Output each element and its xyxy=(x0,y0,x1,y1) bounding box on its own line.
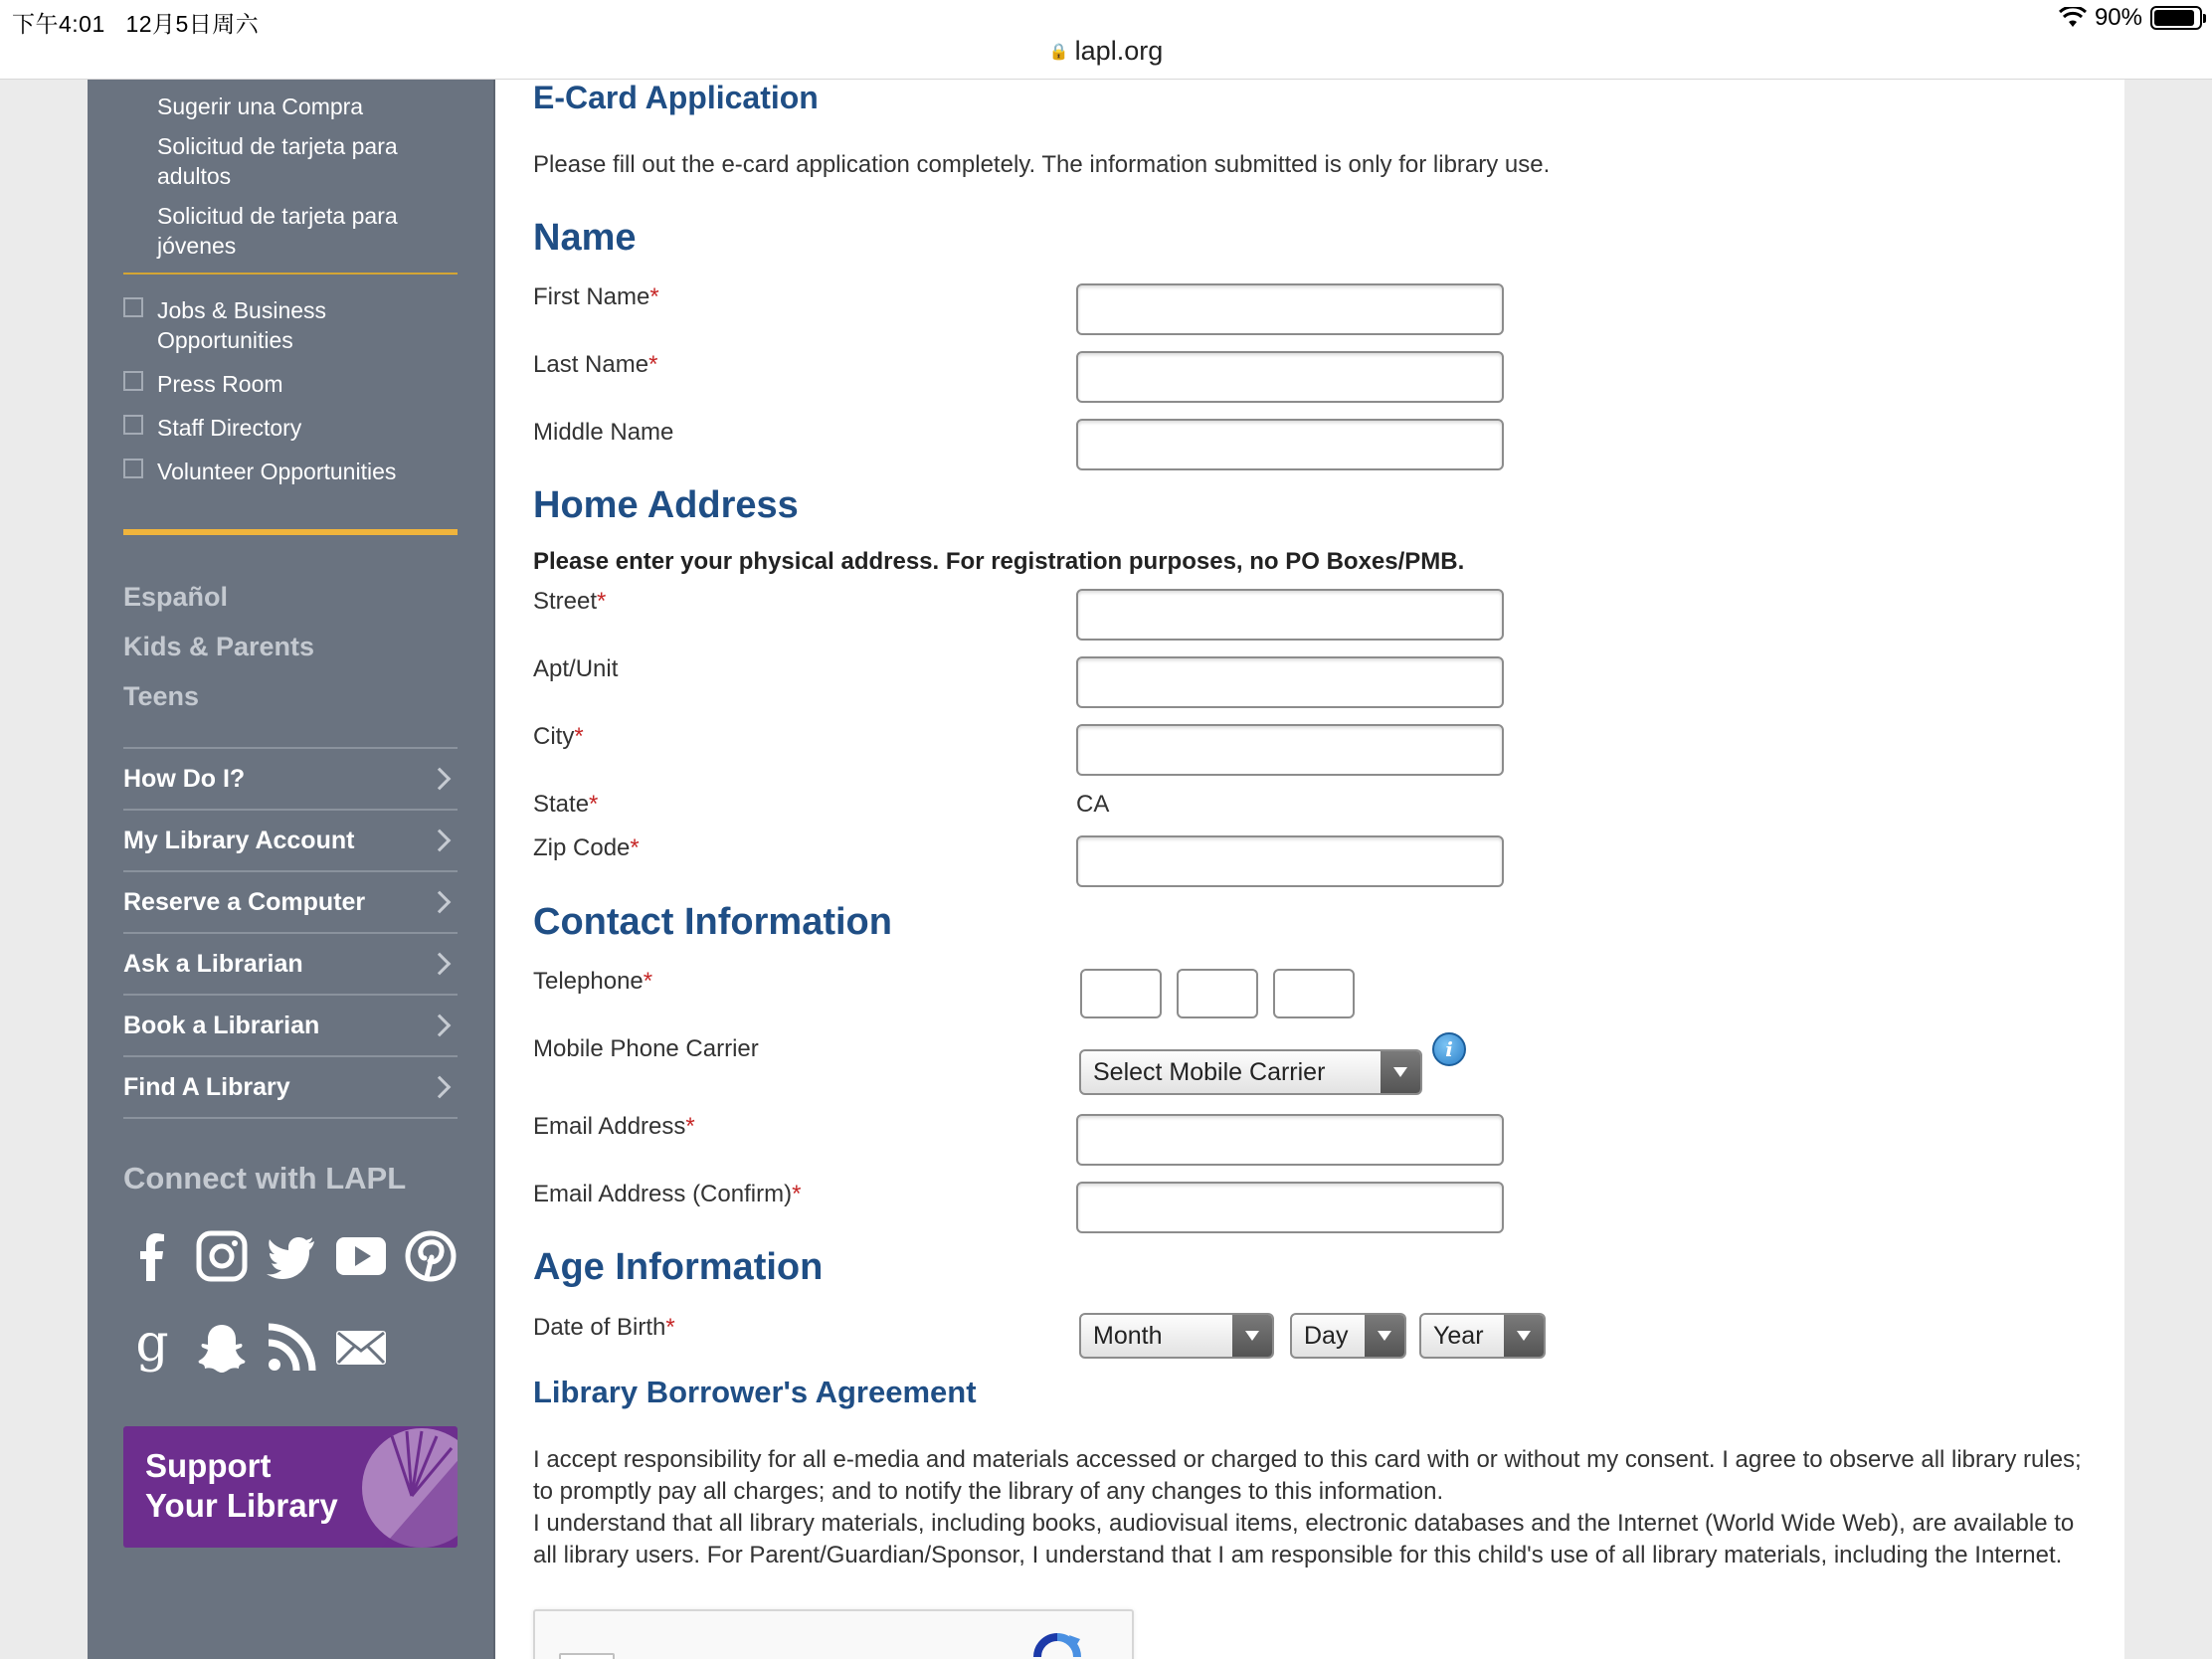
select-value: Month xyxy=(1093,1321,1163,1350)
label-text: Zip Code xyxy=(533,834,631,861)
captcha-checkbox[interactable] xyxy=(559,1653,615,1659)
chevron-right-icon xyxy=(429,768,452,791)
captcha-widget[interactable] xyxy=(533,1609,1134,1659)
label-text: Last Name xyxy=(533,351,649,378)
address-note: Please enter your physical address. For registration purposes, no PO Boxes/PMB. xyxy=(533,548,1465,575)
support-text xyxy=(145,1446,338,1526)
select-value: Select Mobile Carrier xyxy=(1093,1057,1326,1086)
chevron-right-icon xyxy=(429,891,452,914)
sidebar-nav-menu xyxy=(123,747,458,1119)
email-confirm-input[interactable] xyxy=(1076,1182,1504,1233)
required-marker: * xyxy=(589,791,599,818)
connect-heading: Connect with LAPL xyxy=(123,1161,407,1196)
label-email xyxy=(533,1113,695,1141)
chevron-right-icon xyxy=(429,1014,452,1037)
battery-fill xyxy=(2154,10,2194,26)
status-bar xyxy=(0,0,2212,80)
label-text: Date of Birth xyxy=(533,1314,666,1341)
social-row-1 xyxy=(123,1227,460,1285)
nav-reserve-computer[interactable] xyxy=(123,872,458,934)
sidebar-sub-link[interactable]: Sugerir una Compra xyxy=(157,93,364,119)
state-value: CA xyxy=(1076,791,1110,818)
heading-borrowers-agreement: Library Borrower's Agreement xyxy=(533,1375,977,1409)
required-marker: * xyxy=(597,588,607,615)
checkbox-icon xyxy=(123,371,143,391)
label-telephone xyxy=(533,968,652,996)
url-text: lapl.org xyxy=(1074,36,1164,66)
chevron-right-icon xyxy=(429,953,452,976)
sidebar-language-links xyxy=(123,579,314,728)
label-last-name xyxy=(533,351,657,379)
phone-line-number-input[interactable] xyxy=(1273,969,1355,1018)
required-marker: * xyxy=(574,723,584,750)
middle-name-input[interactable] xyxy=(1076,419,1504,470)
heading-name: Name xyxy=(533,217,637,259)
lock-icon: 🔒 xyxy=(1048,44,1069,61)
sidebar-link-press-room[interactable] xyxy=(123,369,461,399)
label-text: Mobile Phone Carrier xyxy=(533,1035,759,1062)
intro-text: Please fill out the e-card application completely. The information submitted is only for library use. xyxy=(533,151,1551,178)
required-marker: * xyxy=(665,1314,675,1341)
sidebar-sub-link[interactable]: Solicitud de tarjeta para jóvenes xyxy=(157,203,398,259)
required-marker: * xyxy=(643,968,653,995)
instagram-icon[interactable] xyxy=(193,1227,251,1285)
rss-icon[interactable] xyxy=(263,1319,320,1377)
support-line-2: Your Library xyxy=(145,1487,338,1524)
apt-unit-input[interactable] xyxy=(1076,656,1504,708)
required-marker: * xyxy=(792,1181,802,1207)
sidebar-sub-link[interactable]: Solicitud de tarjeta para adultos xyxy=(157,133,398,189)
dropdown-arrow-icon xyxy=(1504,1315,1544,1357)
label-mobile-carrier xyxy=(533,1035,759,1063)
required-marker: * xyxy=(685,1113,695,1140)
required-marker: * xyxy=(648,351,658,378)
label-date-of-birth xyxy=(533,1314,675,1342)
agreement-paragraph: I accept responsibility for all e-media and materials accessed or charged to this card with or without my consent. I agree to observe all library rules; to promptly pay all charges; and to notify the library of any changes to this information. xyxy=(533,1446,2082,1505)
label-text: Telephone xyxy=(533,968,644,995)
label-text: Middle Name xyxy=(533,419,674,446)
city-input[interactable] xyxy=(1076,724,1504,776)
nav-label: How Do I? xyxy=(123,764,246,793)
birth-year-select[interactable] xyxy=(1419,1313,1546,1359)
sidebar-edge xyxy=(493,80,495,1659)
sidebar-link-label: Press Room xyxy=(157,371,283,397)
label-text: Apt/Unit xyxy=(533,655,619,682)
sidebar-sub-links xyxy=(157,92,456,271)
twitter-icon[interactable] xyxy=(263,1227,320,1285)
label-text: State xyxy=(533,791,590,818)
required-marker: * xyxy=(649,283,659,310)
zip-code-input[interactable] xyxy=(1076,835,1504,887)
label-text: City xyxy=(533,723,575,750)
required-marker: * xyxy=(630,834,640,861)
birth-day-select[interactable] xyxy=(1290,1313,1406,1359)
label-text: Street xyxy=(533,588,598,615)
date: 12月5日周六 xyxy=(125,11,260,37)
nav-find-library[interactable] xyxy=(123,1057,458,1119)
status-indicators xyxy=(2059,4,2202,32)
library-emblem-icon xyxy=(352,1426,458,1548)
mobile-carrier-select[interactable] xyxy=(1079,1049,1422,1095)
phone-area-code-input[interactable] xyxy=(1080,969,1162,1018)
label-first-name xyxy=(533,283,659,311)
label-middle-name xyxy=(533,419,673,447)
label-text: Email Address (Confirm) xyxy=(533,1181,793,1207)
agreement-text xyxy=(533,1444,2085,1571)
page-title: E-Card Application xyxy=(533,80,819,115)
dropdown-arrow-icon xyxy=(1232,1315,1272,1357)
heading-contact-information: Contact Information xyxy=(533,901,892,943)
chevron-right-icon xyxy=(429,1076,452,1099)
nav-my-library-account[interactable] xyxy=(123,811,458,872)
snapchat-icon[interactable] xyxy=(193,1319,251,1377)
nav-label: Find A Library xyxy=(123,1072,290,1101)
sidebar-link-label: Jobs & Business Opportunities xyxy=(157,297,327,353)
clock: 下午4:01 xyxy=(12,11,105,37)
sidebar-link-volunteer[interactable] xyxy=(123,457,461,486)
heading-age-information: Age Information xyxy=(533,1246,824,1288)
recaptcha-icon xyxy=(1022,1625,1092,1659)
label-apt-unit xyxy=(533,655,618,683)
last-name-input[interactable] xyxy=(1076,351,1504,403)
nav-label: Book a Librarian xyxy=(123,1011,320,1039)
battery-percent: 90% xyxy=(2094,4,2142,31)
nav-label: Reserve a Computer xyxy=(123,887,366,916)
sidebar-checkbox-links xyxy=(123,295,461,500)
agreement-paragraph: I understand that all library materials, including books, audiovisual items, electronic databases and the Internet (World Wide Web), are available to all library users. For Parent/Guardian/Sponsor, I understand that I am responsible for this child's use of all library materials, including the Internet. xyxy=(533,1510,2075,1568)
pinterest-icon[interactable] xyxy=(402,1227,460,1285)
section-divider-thick xyxy=(123,529,458,535)
nav-label: Ask a Librarian xyxy=(123,949,303,978)
first-name-input[interactable] xyxy=(1076,283,1504,335)
address-bar[interactable] xyxy=(0,36,2212,67)
label-text: First Name xyxy=(533,283,650,310)
email-input[interactable] xyxy=(1076,1114,1504,1166)
battery-icon xyxy=(2150,6,2202,30)
birth-month-select[interactable] xyxy=(1079,1313,1274,1359)
heading-home-address: Home Address xyxy=(533,484,799,526)
link-kids-parents[interactable]: Kids & Parents xyxy=(123,632,315,661)
chevron-right-icon xyxy=(429,830,452,852)
street-input[interactable] xyxy=(1076,589,1504,641)
info-icon[interactable]: i xyxy=(1432,1032,1466,1066)
nav-how-do-i[interactable] xyxy=(123,749,458,811)
section-divider xyxy=(123,273,458,275)
checkbox-icon xyxy=(123,459,143,478)
checkbox-icon xyxy=(123,297,143,317)
label-state xyxy=(533,791,598,819)
label-text: Email Address xyxy=(533,1113,686,1140)
wifi-icon xyxy=(2059,7,2087,29)
sidebar-link-staff-directory[interactable] xyxy=(123,413,461,443)
link-espanol[interactable]: Español xyxy=(123,582,229,612)
support-line-1: Support xyxy=(145,1447,272,1484)
checkbox-icon xyxy=(123,415,143,435)
sidebar-link-label: Volunteer Opportunities xyxy=(157,459,397,484)
svg-text:g: g xyxy=(135,1321,169,1374)
label-zip-code xyxy=(533,834,640,862)
sidebar-link-label: Staff Directory xyxy=(157,415,302,441)
label-street xyxy=(533,588,606,616)
goodreads-icon[interactable] xyxy=(123,1319,181,1377)
label-email-confirm xyxy=(533,1181,801,1208)
label-city xyxy=(533,723,584,751)
social-row-2 xyxy=(123,1319,390,1377)
youtube-icon[interactable] xyxy=(332,1227,390,1285)
select-value: Day xyxy=(1304,1321,1349,1350)
sidebar-link-jobs[interactable] xyxy=(123,295,461,355)
link-teens[interactable]: Teens xyxy=(123,681,200,711)
nav-ask-librarian[interactable] xyxy=(123,934,458,996)
facebook-icon[interactable] xyxy=(123,1227,181,1285)
dropdown-arrow-icon xyxy=(1381,1051,1420,1093)
select-value: Year xyxy=(1433,1321,1484,1350)
nav-label: My Library Account xyxy=(123,826,355,854)
email-icon[interactable] xyxy=(332,1319,390,1377)
dropdown-arrow-icon xyxy=(1365,1315,1404,1357)
status-time xyxy=(12,6,259,39)
phone-prefix-input[interactable] xyxy=(1177,969,1258,1018)
nav-book-librarian[interactable] xyxy=(123,996,458,1057)
support-library-banner[interactable] xyxy=(123,1426,458,1548)
